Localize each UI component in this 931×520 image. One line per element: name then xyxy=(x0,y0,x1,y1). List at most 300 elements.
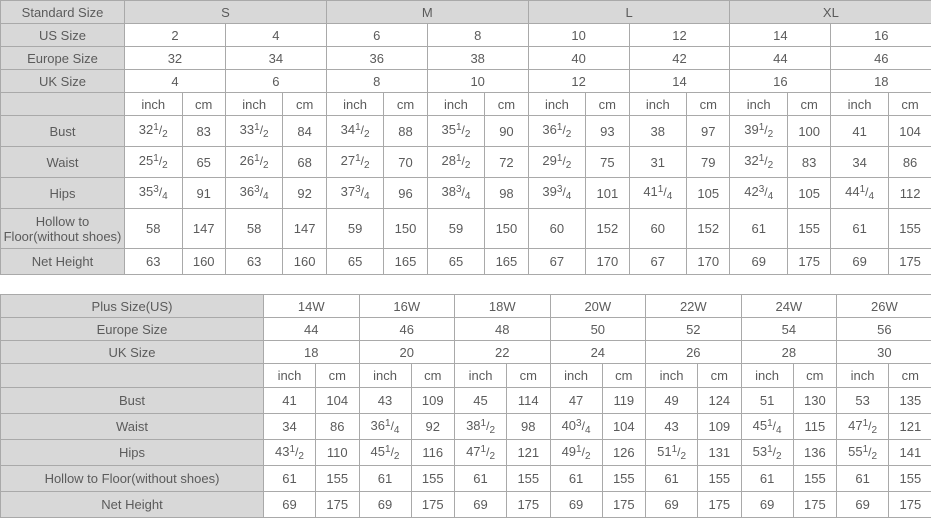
size-cell: 28 xyxy=(741,341,837,364)
fraction-slash: / xyxy=(486,444,490,459)
fraction-denominator: 2 xyxy=(565,129,572,140)
measurement-cell: 109 xyxy=(698,414,742,440)
measurement-cell: 155 xyxy=(316,466,360,492)
unit-cell: cm xyxy=(793,364,837,388)
table-row xyxy=(1,47,931,70)
fraction-denominator: 4 xyxy=(868,191,875,202)
fraction-denominator: 4 xyxy=(464,191,471,202)
measurement-cell: 96 xyxy=(384,178,427,209)
measurement-cell: 67 xyxy=(629,249,687,275)
size-cell: 22 xyxy=(455,341,551,364)
measurement-cell: 130 xyxy=(793,388,837,414)
size-cell: 44 xyxy=(264,318,360,341)
fraction-slash: / xyxy=(461,185,465,199)
measurement-cell: $33^1/_2$ xyxy=(225,116,283,147)
unit-cell: cm xyxy=(889,364,931,388)
size-group-cell: 20W xyxy=(550,295,646,318)
measurement-cell: 112 xyxy=(888,178,931,209)
measurement-cell: $34^1/_2$ xyxy=(326,116,384,147)
fraction-numerator: 1 xyxy=(153,122,159,133)
fraction-slash: / xyxy=(360,123,364,137)
measurement-cell: 53 xyxy=(837,388,889,414)
measurement-cell: 93 xyxy=(586,116,629,147)
measurement-cell: $44^1/_4$ xyxy=(831,178,889,209)
fraction-slash: / xyxy=(390,418,394,433)
measurement-cell: 135 xyxy=(889,388,931,414)
row-label: US Size xyxy=(1,24,125,47)
unit-cell: inch xyxy=(326,93,384,116)
measurement-cell: 175 xyxy=(698,492,742,518)
measurement-cell: 155 xyxy=(787,209,830,249)
size-cell: 20 xyxy=(359,341,455,364)
fraction-denominator: 4 xyxy=(666,191,673,202)
fraction-slash: / xyxy=(764,123,768,137)
fraction-numerator: 1 xyxy=(671,443,678,455)
fraction-denominator: 2 xyxy=(680,450,687,462)
unit-cell: cm xyxy=(787,93,830,116)
measurement-cell: $37^3/_4$ xyxy=(326,178,384,209)
measurement-cell: 75 xyxy=(586,147,629,178)
measurement-cell: 43 xyxy=(646,414,698,440)
size-cell: 30 xyxy=(837,341,931,364)
unit-cell: inch xyxy=(455,364,507,388)
fraction-numerator: 3 xyxy=(758,184,765,195)
size-cell: 14 xyxy=(629,70,730,93)
fraction-numerator: 1 xyxy=(556,122,563,133)
measurement-cell: 155 xyxy=(411,466,455,492)
fraction-slash: / xyxy=(677,444,681,459)
row-label: Net Height xyxy=(1,249,125,275)
measurement-cell: 92 xyxy=(411,414,455,440)
size-cell: 18 xyxy=(264,341,360,364)
size-cell: 10 xyxy=(528,24,629,47)
measurement-cell: 61 xyxy=(730,209,788,249)
measurement-cell: 160 xyxy=(283,249,326,275)
measurement-cell: 104 xyxy=(316,388,360,414)
table-row xyxy=(1,70,931,93)
fraction-slash: / xyxy=(868,444,872,459)
unit-cell: inch xyxy=(550,364,602,388)
size-group-cell: 24W xyxy=(741,295,837,318)
measurement-cell: 91 xyxy=(182,178,225,209)
measurement-cell: $41^1/_4$ xyxy=(629,178,687,209)
size-cell: 42 xyxy=(629,47,730,70)
unit-cell: inch xyxy=(646,364,698,388)
unit-cell: inch xyxy=(264,364,316,388)
measurement-cell: 69 xyxy=(730,249,788,275)
size-group-cell: 14W xyxy=(264,295,360,318)
measurement-cell: $32^1/_2$ xyxy=(730,147,788,178)
size-cell: 4 xyxy=(125,70,226,93)
measurement-cell: 155 xyxy=(507,466,551,492)
fraction-numerator: 1 xyxy=(480,417,487,429)
measurement-cell: 61 xyxy=(264,466,316,492)
fraction-slash: / xyxy=(158,123,163,137)
unit-cell: inch xyxy=(730,93,788,116)
measurement-cell: 43 xyxy=(359,388,411,414)
measurement-cell: 69 xyxy=(455,492,507,518)
fraction-numerator: 3 xyxy=(576,417,582,429)
measurement-cell: 150 xyxy=(485,209,528,249)
size-cell: 6 xyxy=(326,24,427,47)
fraction-numerator: 1 xyxy=(657,184,664,195)
measurement-cell: 61 xyxy=(741,466,793,492)
fraction-numerator: 1 xyxy=(455,153,462,164)
measurement-cell: 69 xyxy=(741,492,793,518)
unit-cell: cm xyxy=(316,364,360,388)
measurement-cell: 41 xyxy=(264,388,316,414)
measurement-cell: 97 xyxy=(687,116,730,147)
unit-cell: cm xyxy=(283,93,326,116)
table-row xyxy=(1,209,931,249)
fraction-denominator: 2 xyxy=(775,450,782,462)
measurement-cell: 58 xyxy=(125,209,183,249)
fraction-slash: / xyxy=(764,185,768,199)
fraction-numerator: 1 xyxy=(862,443,869,455)
size-group-cell: XL xyxy=(730,1,931,24)
measurement-cell: 175 xyxy=(787,249,830,275)
measurement-cell: 61 xyxy=(646,466,698,492)
measurement-cell: 141 xyxy=(889,440,931,466)
measurement-cell: 104 xyxy=(888,116,931,147)
size-group-cell: 26W xyxy=(837,295,931,318)
measurement-cell: 68 xyxy=(283,147,326,178)
size-cell: 46 xyxy=(359,318,455,341)
measurement-cell: 61 xyxy=(831,209,889,249)
measurement-cell: 69 xyxy=(837,492,889,518)
row-label: Waist xyxy=(1,414,264,440)
fraction-denominator: 2 xyxy=(263,160,269,171)
size-cell: 10 xyxy=(427,70,528,93)
measurement-cell: 69 xyxy=(264,492,316,518)
measurement-cell: 119 xyxy=(602,388,646,414)
measurement-cell: 61 xyxy=(837,466,889,492)
fraction-denominator: 2 xyxy=(298,450,304,462)
measurement-cell: 175 xyxy=(888,249,931,275)
size-group-cell: 16W xyxy=(359,295,455,318)
fraction-numerator: 1 xyxy=(576,443,582,455)
measurement-cell: $51^1/_2$ xyxy=(646,440,698,466)
fraction-slash: / xyxy=(772,444,776,459)
measurement-cell: 98 xyxy=(485,178,528,209)
fraction-slash: / xyxy=(158,185,163,199)
fraction-denominator: 2 xyxy=(263,129,269,140)
measurement-cell: 175 xyxy=(507,492,551,518)
measurement-cell: 34 xyxy=(264,414,316,440)
measurement-cell: 67 xyxy=(528,249,586,275)
fraction-denominator: 2 xyxy=(871,450,878,462)
fraction-numerator: 1 xyxy=(385,417,391,429)
table-row xyxy=(1,93,931,116)
measurement-cell: 116 xyxy=(411,440,455,466)
measurement-cell: 170 xyxy=(586,249,629,275)
measurement-cell: $36^1/_4$ xyxy=(359,414,411,440)
measurement-cell: 59 xyxy=(326,209,384,249)
size-group-cell: L xyxy=(528,1,730,24)
measurement-cell: 165 xyxy=(485,249,528,275)
size-cell: 46 xyxy=(831,47,931,70)
measurement-cell: 65 xyxy=(326,249,384,275)
row-label xyxy=(1,93,125,116)
measurement-cell: 61 xyxy=(550,466,602,492)
row-label: Waist xyxy=(1,147,125,178)
measurement-cell: 100 xyxy=(787,116,830,147)
fraction-slash: / xyxy=(486,418,490,433)
measurement-cell: 155 xyxy=(698,466,742,492)
size-cell: 12 xyxy=(629,24,730,47)
row-label: Hips xyxy=(1,178,125,209)
measurement-cell: 109 xyxy=(411,388,455,414)
size-cell: 16 xyxy=(730,70,831,93)
fraction-denominator: 2 xyxy=(584,450,591,462)
fraction-numerator: 1 xyxy=(355,153,361,164)
fraction-denominator: 2 xyxy=(489,450,495,462)
unit-cell: cm xyxy=(602,364,646,388)
measurement-cell: 126 xyxy=(602,440,646,466)
size-cell: 24 xyxy=(550,341,646,364)
size-cell: 56 xyxy=(837,318,931,341)
measurement-cell: $36^3/_4$ xyxy=(225,178,283,209)
measurement-cell: 98 xyxy=(507,414,551,440)
measurement-cell: 155 xyxy=(602,466,646,492)
measurement-cell: 61 xyxy=(455,466,507,492)
size-cell: 12 xyxy=(528,70,629,93)
measurement-cell: 86 xyxy=(316,414,360,440)
fraction-numerator: 3 xyxy=(556,184,563,195)
measurement-cell: 175 xyxy=(411,492,455,518)
table-row xyxy=(1,1,931,24)
size-cell: 38 xyxy=(427,47,528,70)
fraction-slash: / xyxy=(764,154,768,168)
measurement-cell: 61 xyxy=(359,466,411,492)
fraction-slash: / xyxy=(562,123,566,137)
fraction-denominator: 4 xyxy=(363,191,370,202)
table-row xyxy=(1,341,931,364)
measurement-cell: 121 xyxy=(507,440,551,466)
measurement-cell: 152 xyxy=(586,209,629,249)
fraction-denominator: 2 xyxy=(464,129,471,140)
measurement-cell: 115 xyxy=(793,414,837,440)
row-label: Europe Size xyxy=(1,318,264,341)
fraction-slash: / xyxy=(581,418,585,433)
fraction-denominator: 2 xyxy=(464,160,471,171)
measurement-cell: 41 xyxy=(831,116,889,147)
fraction-slash: / xyxy=(562,185,566,199)
fraction-denominator: 2 xyxy=(565,160,572,171)
fraction-slash: / xyxy=(390,444,394,459)
fraction-slash: / xyxy=(868,418,872,433)
unit-cell: cm xyxy=(586,93,629,116)
fraction-denominator: 2 xyxy=(767,129,774,140)
size-cell: 44 xyxy=(730,47,831,70)
measurement-cell: 104 xyxy=(602,414,646,440)
fraction-slash: / xyxy=(581,444,585,459)
measurement-cell: 175 xyxy=(793,492,837,518)
size-cell: 4 xyxy=(225,24,326,47)
table-row xyxy=(1,364,931,388)
plus-size-table xyxy=(0,294,931,518)
measurement-cell: $32^1/_2$ xyxy=(125,116,183,147)
measurement-cell: 60 xyxy=(629,209,687,249)
measurement-cell: $40^3/_4$ xyxy=(550,414,602,440)
measurement-cell: 147 xyxy=(182,209,225,249)
table-row xyxy=(1,249,931,275)
fraction-slash: / xyxy=(461,123,465,137)
fraction-denominator: 2 xyxy=(162,129,168,140)
measurement-cell: 152 xyxy=(687,209,730,249)
measurement-cell: 124 xyxy=(698,388,742,414)
measurement-cell: $53^1/_2$ xyxy=(741,440,793,466)
row-label: Bust xyxy=(1,388,264,414)
measurement-cell: $27^1/_2$ xyxy=(326,147,384,178)
row-label: Standard Size xyxy=(1,1,125,24)
measurement-cell: 45 xyxy=(455,388,507,414)
measurement-cell: $47^1/_2$ xyxy=(837,414,889,440)
fraction-numerator: 1 xyxy=(767,443,773,455)
measurement-cell: 105 xyxy=(787,178,830,209)
fraction-numerator: 1 xyxy=(355,122,361,133)
table-row xyxy=(1,318,931,341)
measurement-cell: 65 xyxy=(182,147,225,178)
measurement-cell: 31 xyxy=(629,147,687,178)
fraction-numerator: 3 xyxy=(355,184,361,195)
fraction-slash: / xyxy=(360,185,364,199)
table-row xyxy=(1,24,931,47)
fraction-slash: / xyxy=(562,154,566,168)
measurement-cell: 69 xyxy=(550,492,602,518)
fraction-numerator: 1 xyxy=(556,153,563,164)
fraction-numerator: 3 xyxy=(455,184,462,195)
measurement-cell: 155 xyxy=(793,466,837,492)
measurement-cell: 105 xyxy=(687,178,730,209)
size-cell: 6 xyxy=(225,70,326,93)
size-cell: 14 xyxy=(730,24,831,47)
fraction-slash: / xyxy=(461,154,465,168)
fraction-numerator: 1 xyxy=(859,184,866,195)
measurement-cell: 155 xyxy=(888,209,931,249)
fraction-slash: / xyxy=(295,444,299,459)
measurement-cell: $39^3/_4$ xyxy=(528,178,586,209)
fraction-numerator: 1 xyxy=(758,122,765,133)
table-row xyxy=(1,147,931,178)
fraction-denominator: 4 xyxy=(162,191,168,202)
table-row xyxy=(1,440,931,466)
measurement-cell: $29^1/_2$ xyxy=(528,147,586,178)
table-row xyxy=(1,388,931,414)
fraction-denominator: 2 xyxy=(363,129,370,140)
measurement-cell: $36^1/_2$ xyxy=(528,116,586,147)
size-cell: 2 xyxy=(125,24,226,47)
fraction-denominator: 4 xyxy=(775,424,782,436)
fraction-denominator: 4 xyxy=(263,191,269,202)
measurement-cell: 131 xyxy=(698,440,742,466)
measurement-cell: $45^1/_4$ xyxy=(741,414,793,440)
unit-cell: inch xyxy=(359,364,411,388)
measurement-cell: 170 xyxy=(687,249,730,275)
measurement-cell: $25^1/_2$ xyxy=(125,147,183,178)
fraction-slash: / xyxy=(259,154,264,168)
unit-cell: cm xyxy=(687,93,730,116)
row-label: Hollow to Floor(without shoes) xyxy=(1,209,125,249)
fraction-numerator: 1 xyxy=(455,122,462,133)
fraction-denominator: 2 xyxy=(363,160,370,171)
measurement-cell: $47^1/_2$ xyxy=(455,440,507,466)
fraction-denominator: 2 xyxy=(767,160,774,171)
table-row xyxy=(1,295,931,318)
measurement-cell: 65 xyxy=(427,249,485,275)
row-label: Net Height xyxy=(1,492,264,518)
measurement-cell: 63 xyxy=(225,249,283,275)
fraction-numerator: 3 xyxy=(254,184,260,195)
size-cell: 54 xyxy=(741,318,837,341)
measurement-cell: $28^1/_2$ xyxy=(427,147,485,178)
measurement-cell: 136 xyxy=(793,440,837,466)
measurement-cell: $35^3/_4$ xyxy=(125,178,183,209)
measurement-cell: $38^1/_2$ xyxy=(455,414,507,440)
fraction-denominator: 4 xyxy=(584,424,591,436)
fraction-numerator: 1 xyxy=(480,443,487,455)
size-cell: 50 xyxy=(550,318,646,341)
unit-cell: cm xyxy=(485,93,528,116)
size-cell: 26 xyxy=(646,341,742,364)
table-row xyxy=(1,178,931,209)
size-group-cell: S xyxy=(125,1,327,24)
unit-cell: cm xyxy=(507,364,551,388)
measurement-cell: $55^1/_2$ xyxy=(837,440,889,466)
fraction-slash: / xyxy=(360,154,364,168)
measurement-cell: 110 xyxy=(316,440,360,466)
measurement-cell: 70 xyxy=(384,147,427,178)
unit-cell: inch xyxy=(125,93,183,116)
unit-cell: cm xyxy=(888,93,931,116)
size-group-cell: 18W xyxy=(455,295,551,318)
measurement-cell: 83 xyxy=(787,147,830,178)
unit-cell: cm xyxy=(384,93,427,116)
measurement-cell: 83 xyxy=(182,116,225,147)
size-cell: 16 xyxy=(831,24,931,47)
measurement-cell: 63 xyxy=(125,249,183,275)
unit-cell: inch xyxy=(225,93,283,116)
fraction-numerator: 1 xyxy=(254,153,260,164)
unit-cell: inch xyxy=(741,364,793,388)
fraction-numerator: 1 xyxy=(254,122,260,133)
unit-cell: inch xyxy=(629,93,687,116)
measurement-cell: 86 xyxy=(888,147,931,178)
measurement-cell: $42^3/_4$ xyxy=(730,178,788,209)
size-cell: 36 xyxy=(326,47,427,70)
fraction-denominator: 4 xyxy=(565,191,572,202)
table-row xyxy=(1,414,931,440)
measurement-cell: $26^1/_2$ xyxy=(225,147,283,178)
row-label: Europe Size xyxy=(1,47,125,70)
row-label: Hips xyxy=(1,440,264,466)
table-row xyxy=(1,466,931,492)
measurement-cell: 175 xyxy=(602,492,646,518)
size-cell: 40 xyxy=(528,47,629,70)
row-label: Plus Size(US) xyxy=(1,295,264,318)
fraction-denominator: 4 xyxy=(767,191,774,202)
row-label: UK Size xyxy=(1,341,264,364)
fraction-numerator: 1 xyxy=(385,443,391,455)
unit-cell: cm xyxy=(698,364,742,388)
size-cell: 18 xyxy=(831,70,931,93)
size-group-cell: 22W xyxy=(646,295,742,318)
fraction-denominator: 2 xyxy=(871,424,878,436)
measurement-cell: 150 xyxy=(384,209,427,249)
size-group-cell: M xyxy=(326,1,528,24)
measurement-cell: 72 xyxy=(485,147,528,178)
measurement-cell: 69 xyxy=(646,492,698,518)
